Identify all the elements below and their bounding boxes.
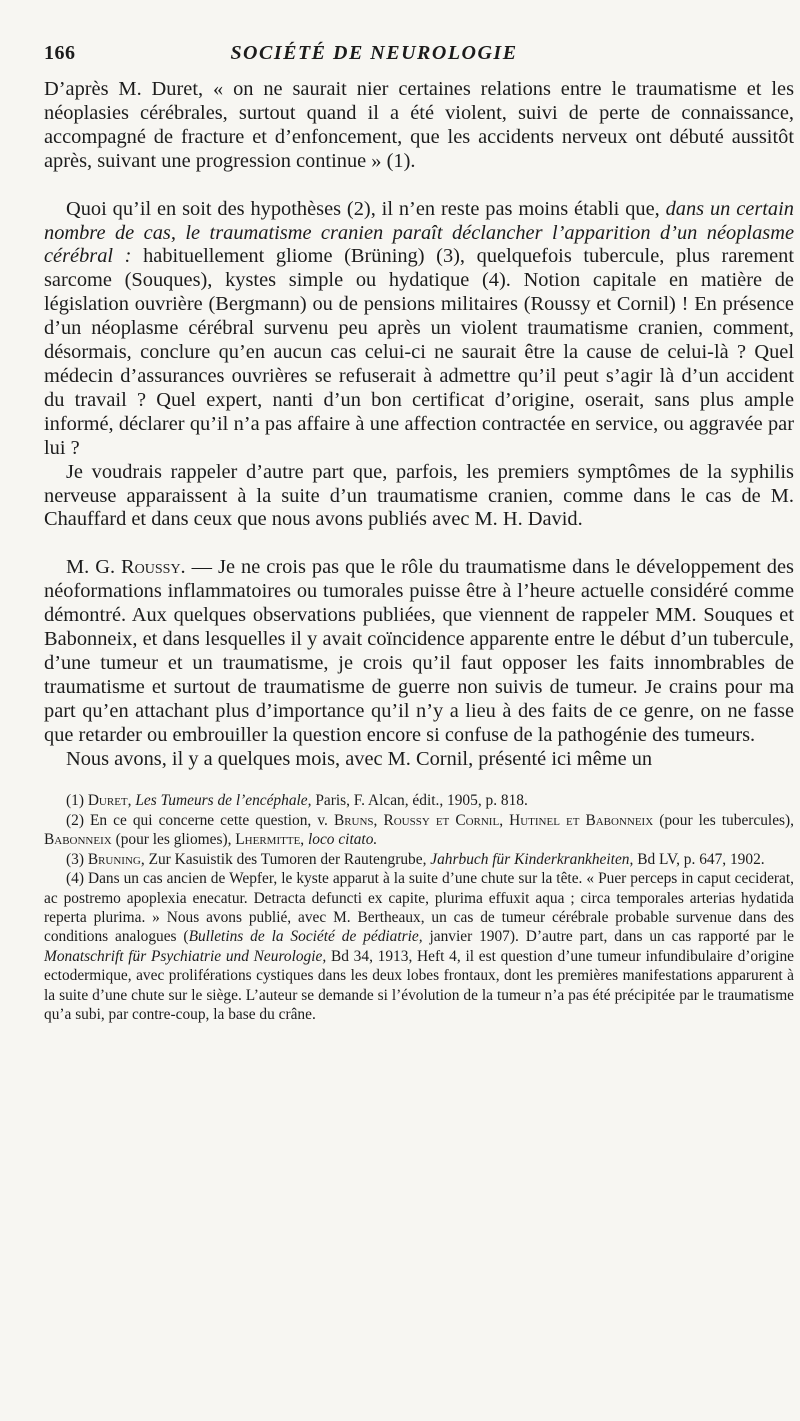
- footnote-2-loco: loco citato.: [308, 831, 378, 849]
- footnote-2-author-2: Babonneix: [44, 831, 112, 849]
- footnote-3-title: Jahrbuch für Kinderkrankheiten,: [430, 850, 634, 868]
- footnote-2-authors: Bruns, Roussy et Cornil, Hutinel et Babonneix: [333, 811, 654, 829]
- footnote-2-lead: (2) En ce qui concerne cette question, v.: [66, 811, 328, 829]
- paragraph-4-text: — Je ne crois pas que le rôle du traumatisme dans le développement des néoformations inflammatoires ou tumorales puisse être à l’heure actuelle considéré comme démontré. Aux quelques observations publiées, que viennent de rappeler MM. Souques et Babonneix, et dans lesquelles il y avait coïncidence apparente entre le début d’un tubercule, d’une tumeur et un traumatisme, je crois qu’il faut opposer les faits innombrables de traumatisme et surtout de traumatisme de guerre non suivis de tumeur. Je crains pour ma part qu’en attachant plus d’importance qu’il n’y a lieu à des faits de ce genre, on ne fasse que retarder ou embrouiller la question encore si confuse de la pathogénie des tumeurs.: [44, 556, 794, 746]
- footnote-1: [44, 791, 794, 810]
- paragraph-2-rest: habituellement gliome (Brüning) (3), quelquefois tubercule, plus rarement sarcome (Souques), kystes simple ou hydatique (4). Notion capitale en matière de législation ouvrière (Bergmann) ou de pensions militaires (Roussy et Cornil) ! En présence d’un néoplasme cérébral survenu peu après un violent traumatisme cranien, comment, désormais, conclure qu’en aucun cas celui-ci ne saurait être la cause de celui-là ? Quel médecin d’assurances ouvrières se refuserait à admettre qu’il peut s’agir là d’un accident du travail ? Quel expert, nanti d’un bon certificat d’origine, oserait, sans plus ample informé, déclarer qu’il n’a pas affaire à une affection contractée en service, ou aggravée par lui ?: [44, 245, 795, 459]
- footnote-2-part-2: (pour les gliomes),: [115, 831, 232, 849]
- footnote-3: [44, 850, 794, 869]
- paragraph-3: Je voudrais rappeler d’autre part que, parfois, les premiers symptômes de la syphilis nerveuse apparaissent à la suite d’un traumatisme cranien, comme dans le cas de M. Chauffard et dans ceux que nous avons publiés avec M. H. David.: [44, 460, 794, 531]
- paragraph-2-emphasis: dans un certain nombre de cas, le traumatisme cranien paraît déclancher l’apparition d’un néoplasme cérébral :: [44, 197, 794, 268]
- running-title: SOCIÉTÉ DE NEUROLOGIE: [230, 42, 518, 64]
- footnote-1-author: Duret,: [87, 792, 132, 810]
- footnote-4-mid: janvier 1907). D’autre part, dans un cas rapporté par le: [429, 928, 794, 946]
- speaker-name: M. G. Roussy.: [66, 556, 186, 579]
- paragraph-5: Nous avons, il y a quelques mois, avec M. Cornil, présenté ici même un: [66, 747, 653, 770]
- paragraph-4: [44, 556, 794, 747]
- paragraph-2: [44, 198, 794, 461]
- footnote-4: [44, 869, 794, 1024]
- footnote-3-text: Zur Kasuistik des Tumoren der Rautengrube,: [148, 850, 427, 868]
- paragraph-2-lead: Quoi qu’il en soit des hypothèses (2), il n’en reste pas moins établi que,: [66, 197, 660, 220]
- footnote-2-part: (pour les tubercules),: [659, 811, 794, 829]
- footnote-3-rest: Bd LV, p. 647, 1902.: [637, 850, 765, 868]
- footnote-4-title-2: Monatschrift für Psychiatrie und Neurologie,: [44, 947, 327, 965]
- footnote-1-number: (1): [66, 792, 84, 810]
- paragraph-1: D’après M. Duret, « on ne saurait nier certaines relations entre le traumatisme et les néoplasies cérébrales, surtout quand il a été violent, suivi de perte de connaissance, accompagné de fracture et d’enfoncement, que les accidents nerveux ont débuté aussitôt après, suivant une progression continue » (1).: [44, 78, 794, 172]
- footnote-1-rest: Paris, F. Alcan, édit., 1905, p. 818.: [315, 792, 528, 810]
- footnote-2-author-3: Lhermitte,: [235, 831, 305, 849]
- footnote-4-rest: Bd 34, 1913, Heft 4, il est question d’une tumeur infundibulaire d’origine ectodermique, avec proliférations cystiques dans les deux lobes frontaux, dont les premières manifestations apparurent à la suite d’une chute sur le siège. L’auteur se demande si l’évolution de la tumeur n’a pas été précipitée par le traumatisme qu’a subi, par contre-coup, la base du crâne.: [44, 947, 795, 1023]
- footnote-3-author: Bruning,: [87, 850, 145, 868]
- footnote-3-number: (3): [66, 850, 84, 868]
- footnote-1-title: Les Tumeurs de l’encéphale,: [135, 792, 312, 810]
- footnotes: [44, 791, 794, 1024]
- main-text: [44, 78, 794, 771]
- page-header: [44, 42, 794, 78]
- footnote-4-lead: (4) Dans un cas ancien de Wepfer, le kyste apparut à la suite d’une chute sur la tête. « Puer perceps in caput ceciderat, ac postremo apoplexia enecatur. Detracta defuncti ex capite, plurima effuxit aqua ; circa temporales arterias hydatida reperta plurima. » Nous avons publié, avec M. Bertheaux, un cas de tumeur cérébrale probable survenue dans des conditions analogues (: [44, 870, 794, 946]
- footnote-2: [44, 811, 794, 850]
- page: [44, 42, 794, 1024]
- page-number: 166: [44, 42, 76, 64]
- footnote-4-title-1: Bulletins de la Société de pédiatrie,: [188, 928, 423, 946]
